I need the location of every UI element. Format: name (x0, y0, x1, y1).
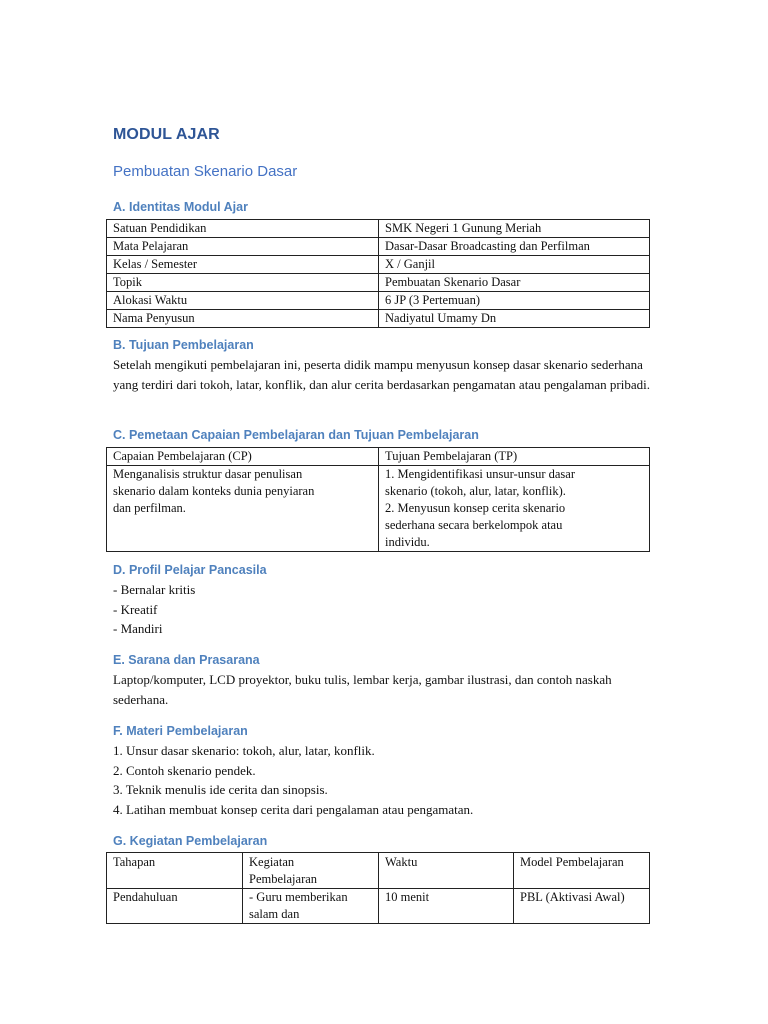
cp-cell (107, 466, 379, 552)
table-row (107, 292, 650, 310)
identity-value: 6 JP (3 Pertemuan) (379, 292, 650, 310)
identity-label: Nama Penyusun (107, 310, 379, 328)
table-row (107, 310, 650, 328)
table-row (107, 889, 650, 924)
cp-column-header: Capaian Pembelajaran (CP) (107, 448, 379, 466)
profile-list (113, 580, 195, 639)
tp-line: individu. (385, 535, 430, 549)
list-item: 2. Contoh skenario pendek. (113, 762, 256, 778)
list-item: 3. Teknik menulis ide cerita dan sinopsis. (113, 782, 328, 797)
table-row (107, 220, 650, 238)
identity-value: X / Ganjil (379, 256, 650, 274)
table-row (107, 238, 650, 256)
section-f-heading: F. Materi Pembelajaran (113, 724, 248, 738)
identity-label: Kelas / Semester (107, 256, 379, 274)
kegiatan-header-line: Kegiatan (249, 855, 295, 869)
list-item: - Kreatif (113, 601, 158, 617)
cp-tp-table (106, 447, 650, 552)
identity-value: Nadiyatul Umamy Dn (379, 310, 650, 328)
activities-table (106, 852, 650, 924)
list-item: - Mandiri (113, 621, 163, 636)
kegiatan-header-line: Pembelajaran (249, 872, 318, 886)
identity-value: Dasar-Dasar Broadcasting dan Perfilman (379, 238, 650, 256)
tp-column-header: Tujuan Pembelajaran (TP) (379, 448, 650, 466)
identity-value: SMK Negeri 1 Gunung Meriah (379, 220, 650, 238)
list-item: - Bernalar kritis (113, 582, 196, 597)
section-b-text: Setelah mengikuti pembelajaran ini, peserta didik mampu menyusun konsep dasar skenario sederhana yang terdiri dari tokoh, latar, konflik, dan alur cerita berdasarkan pengamatan atau pengalaman pribadi. (113, 357, 650, 392)
identity-label: Alokasi Waktu (107, 292, 379, 310)
kegiatan-header (243, 853, 379, 889)
kegiatan-cell (243, 889, 379, 924)
tp-line: sederhana secara berkelompok atau (385, 518, 563, 532)
model-cell: PBL (Aktivasi Awal) (514, 889, 650, 924)
table-row (107, 256, 650, 274)
cp-line: Menganalisis struktur dasar penulisan (113, 467, 303, 481)
identity-label: Satuan Pendidikan (107, 220, 379, 238)
cp-line: dan perfilman. (113, 501, 186, 515)
identity-label: Mata Pelajaran (107, 238, 379, 256)
list-item: 4. Latihan membuat konsep cerita dari pengalaman atau pengamatan. (113, 801, 474, 817)
tahapan-cell: Pendahuluan (107, 889, 243, 924)
list-item: 1. Unsur dasar skenario: tokoh, alur, latar, konflik. (113, 743, 375, 758)
section-e-text: Laptop/komputer, LCD proyektor, buku tulis, lembar kerja, gambar ilustrasi, dan contoh naskah sederhana. (113, 672, 612, 707)
tp-cell (379, 466, 650, 552)
section-c-heading: C. Pemetaan Capaian Pembelajaran dan Tujuan Pembelajaran (113, 428, 479, 442)
section-e-heading: E. Sarana dan Prasarana (113, 653, 260, 667)
tp-line: 1. Mengidentifikasi unsur-unsur dasar (385, 467, 575, 481)
table-row (107, 466, 650, 552)
identity-table (106, 219, 650, 328)
waktu-cell: 10 menit (379, 889, 514, 924)
section-g-heading: G. Kegiatan Pembelajaran (113, 834, 268, 848)
tp-line: 2. Menyusun konsep cerita skenario (385, 501, 566, 515)
table-header-row (107, 853, 650, 889)
materials-list (113, 741, 473, 819)
table-header-row (107, 448, 650, 466)
kegiatan-line: salam dan (249, 907, 300, 921)
identity-value: Pembuatan Skenario Dasar (379, 274, 650, 292)
model-header: Model Pembelajaran (514, 853, 650, 889)
cp-line: skenario dalam konteks dunia penyiaran (113, 484, 315, 498)
waktu-header: Waktu (379, 853, 514, 889)
tp-line: skenario (tokoh, alur, latar, konflik). (385, 484, 566, 498)
section-d-heading: D. Profil Pelajar Pancasila (113, 563, 267, 577)
table-row (107, 274, 650, 292)
tahapan-header: Tahapan (107, 853, 243, 889)
section-b-heading: B. Tujuan Pembelajaran (113, 338, 254, 352)
identity-label: Topik (107, 274, 379, 292)
document-subtitle: Pembuatan Skenario Dasar (113, 163, 298, 180)
kegiatan-line: - Guru memberikan (249, 890, 348, 904)
section-a-heading: A. Identitas Modul Ajar (113, 200, 248, 214)
document-title: MODUL AJAR (113, 126, 220, 143)
